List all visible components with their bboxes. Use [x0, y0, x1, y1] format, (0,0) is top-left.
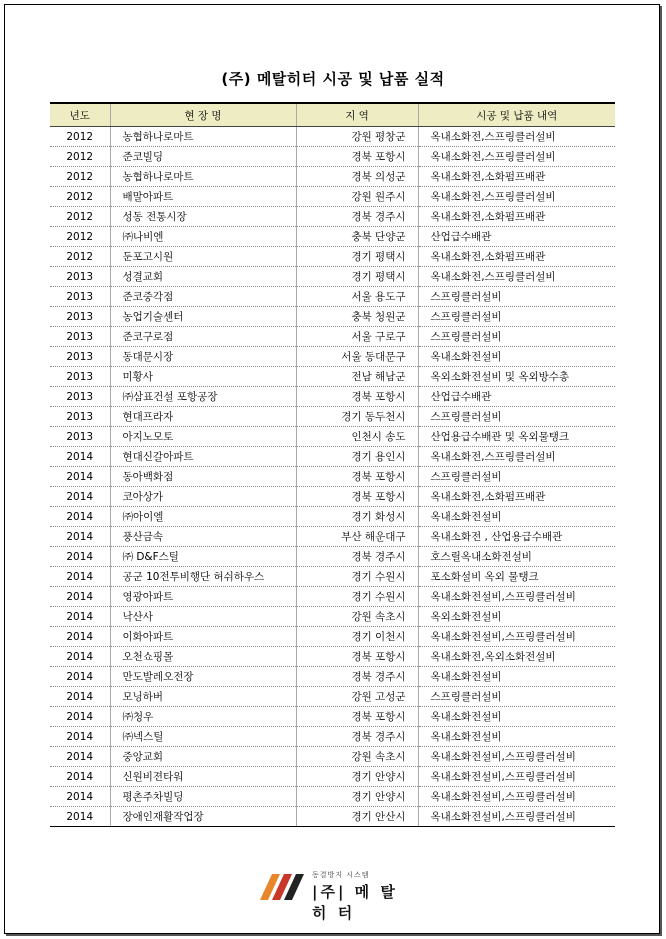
cell-site-name: 코아상가 — [110, 487, 296, 507]
table-row — [50, 327, 615, 347]
cell-year: 2013 — [50, 307, 110, 327]
cell-region: 경북 포항시 — [296, 467, 418, 487]
table-row — [50, 507, 615, 527]
table-row — [50, 147, 615, 167]
cell-detail: 옥내소화전설비 — [418, 667, 615, 687]
cell-site-name: ㈜청우 — [110, 707, 296, 727]
cell-detail: 옥내소화전,소화펌프배관 — [418, 487, 615, 507]
cell-region: 경기 평택시 — [296, 267, 418, 287]
cell-region: 서울 동대문구 — [296, 347, 418, 367]
cell-detail: 스프링클러설비 — [418, 327, 615, 347]
cell-year: 2014 — [50, 467, 110, 487]
cell-region: 경북 경주시 — [296, 547, 418, 567]
cell-year: 2014 — [50, 787, 110, 807]
cell-year: 2012 — [50, 127, 110, 147]
cell-detail: 스프링클러설비 — [418, 287, 615, 307]
cell-region: 경기 평택시 — [296, 247, 418, 267]
cell-detail: 옥외소화전설비 및 옥외방수총 — [418, 367, 615, 387]
cell-region: 경북 의성군 — [296, 167, 418, 187]
cell-detail: 옥내소화전,스프링클러설비 — [418, 127, 615, 147]
cell-region: 전남 해남군 — [296, 367, 418, 387]
cell-site-name: 오천쇼핑몰 — [110, 647, 296, 667]
cell-region: 경북 포항시 — [296, 707, 418, 727]
cell-year: 2014 — [50, 567, 110, 587]
table-row — [50, 207, 615, 227]
cell-region: 경기 이천시 — [296, 627, 418, 647]
cell-region: 경기 안양시 — [296, 767, 418, 787]
cell-detail: 옥내소화전 , 산업용급수배관 — [418, 527, 615, 547]
cell-detail: 옥내소화전,스프링클러설비 — [418, 147, 615, 167]
table-row — [50, 467, 615, 487]
cell-site-name: ㈜아이엘 — [110, 507, 296, 527]
document-title: (주) 메탈히터 시공 및 납품 실적 — [221, 70, 445, 88]
table-row — [50, 667, 615, 687]
cell-site-name: 농업기술센터 — [110, 307, 296, 327]
cell-site-name: 현대신갈아파트 — [110, 447, 296, 467]
table-header-row — [50, 103, 615, 127]
cell-region: 경북 경주시 — [296, 667, 418, 687]
cell-detail: 스프링클러설비 — [418, 467, 615, 487]
table-row — [50, 187, 615, 207]
table-row — [50, 547, 615, 567]
cell-detail: 옥외소화전설비 — [418, 607, 615, 627]
table-row — [50, 747, 615, 767]
cell-detail: 옥내소화전,스프링클러설비 — [418, 267, 615, 287]
cell-region: 강원 원주시 — [296, 187, 418, 207]
cell-site-name: ㈜넥스틸 — [110, 727, 296, 747]
cell-detail: 포소화설비 옥외 물탱크 — [418, 567, 615, 587]
table-row — [50, 127, 615, 147]
cell-detail: 호스릴옥내소화전설비 — [418, 547, 615, 567]
cell-year: 2012 — [50, 227, 110, 247]
cell-site-name: 공군 10전투비행단 허쉬하우스 — [110, 567, 296, 587]
cell-site-name: 풍산금속 — [110, 527, 296, 547]
cell-year: 2013 — [50, 287, 110, 307]
table-row — [50, 307, 615, 327]
cell-region: 충북 단양군 — [296, 227, 418, 247]
cell-region: 서울 구로구 — [296, 327, 418, 347]
cell-site-name: ㈜삼표건설 포항공장 — [110, 387, 296, 407]
cell-detail: 산업급수배관 — [418, 227, 615, 247]
cell-year: 2014 — [50, 687, 110, 707]
cell-region: 경기 안양시 — [296, 787, 418, 807]
header-detail: 시공 및 납품 내역 — [418, 103, 615, 127]
cell-region: 강원 고성군 — [296, 687, 418, 707]
cell-site-name: 동대문시장 — [110, 347, 296, 367]
table-row — [50, 287, 615, 307]
cell-region: 강원 평창군 — [296, 127, 418, 147]
cell-site-name: 농협하나로마트 — [110, 167, 296, 187]
table-row — [50, 727, 615, 747]
table-row — [50, 787, 615, 807]
cell-detail: 스프링클러설비 — [418, 687, 615, 707]
cell-year: 2013 — [50, 387, 110, 407]
cell-detail: 옥내소화전설비 — [418, 507, 615, 527]
cell-region: 강원 속초시 — [296, 607, 418, 627]
cell-region: 경기 수원시 — [296, 567, 418, 587]
cell-year: 2014 — [50, 667, 110, 687]
table-row — [50, 247, 615, 267]
cell-detail: 옥내소화전설비 — [418, 727, 615, 747]
cell-site-name: 낙산사 — [110, 607, 296, 627]
cell-site-name: 둔포고시원 — [110, 247, 296, 267]
cell-region: 강원 속초시 — [296, 747, 418, 767]
cell-region: 경기 화성시 — [296, 507, 418, 527]
cell-year: 2013 — [50, 367, 110, 387]
header-year: 년도 — [50, 103, 110, 127]
cell-detail: 옥내소화전설비,스프링클러설비 — [418, 747, 615, 767]
logo-tagline: 동결방지 시스템 — [312, 871, 370, 879]
cell-region: 부산 해운대구 — [296, 527, 418, 547]
cell-site-name: 준코빌딩 — [110, 147, 296, 167]
cell-site-name: 성결교회 — [110, 267, 296, 287]
cell-year: 2012 — [50, 247, 110, 267]
cell-region: 충북 청원군 — [296, 307, 418, 327]
cell-site-name: 동아백화점 — [110, 467, 296, 487]
table-row — [50, 347, 615, 367]
cell-site-name: 평촌주차빌딩 — [110, 787, 296, 807]
table-row — [50, 367, 615, 387]
logo-mark-icon — [260, 874, 306, 900]
cell-year: 2014 — [50, 607, 110, 627]
table-row — [50, 167, 615, 187]
cell-site-name: 신원비젼타워 — [110, 767, 296, 787]
cell-site-name: 만도발레오전장 — [110, 667, 296, 687]
cell-detail: 옥내소화전설비 — [418, 707, 615, 727]
cell-site-name: 중앙교회 — [110, 747, 296, 767]
company-logo — [260, 868, 420, 922]
cell-site-name: 장애인재활작업장 — [110, 807, 296, 827]
logo-company-name: |주| 메 탈 히 터 — [312, 883, 398, 922]
cell-region: 경북 포항시 — [296, 147, 418, 167]
cell-detail: 옥내소화전,옥외소화전설비 — [418, 647, 615, 667]
cell-year: 2013 — [50, 267, 110, 287]
cell-detail: 스프링클러설비 — [418, 307, 615, 327]
cell-site-name: 미황사 — [110, 367, 296, 387]
cell-detail: 옥내소화전설비,스프링클러설비 — [418, 787, 615, 807]
records-table — [50, 102, 615, 827]
cell-site-name: 준코중각점 — [110, 287, 296, 307]
cell-year: 2014 — [50, 647, 110, 667]
cell-site-name: 모닝하버 — [110, 687, 296, 707]
cell-detail: 옥내소화전,소화펌프배관 — [418, 207, 615, 227]
cell-year: 2012 — [50, 147, 110, 167]
cell-year: 2013 — [50, 407, 110, 427]
cell-year: 2013 — [50, 427, 110, 447]
cell-site-name: ㈜나비엔 — [110, 227, 296, 247]
cell-year: 2014 — [50, 767, 110, 787]
cell-detail: 산업급수배관 — [418, 387, 615, 407]
cell-site-name: 준코구로점 — [110, 327, 296, 347]
cell-detail: 산업용급수배관 및 옥외물탱크 — [418, 427, 615, 447]
cell-region: 경기 수원시 — [296, 587, 418, 607]
cell-year: 2014 — [50, 747, 110, 767]
cell-site-name: ㈜ D&F스틸 — [110, 547, 296, 567]
cell-detail: 옥내소화전설비,스프링클러설비 — [418, 767, 615, 787]
table-row — [50, 647, 615, 667]
table-row — [50, 567, 615, 587]
cell-year: 2014 — [50, 807, 110, 827]
cell-detail: 옥내소화전설비,스프링클러설비 — [418, 627, 615, 647]
cell-site-name: 영광아파트 — [110, 587, 296, 607]
table-row — [50, 627, 615, 647]
cell-region: 서울 용도구 — [296, 287, 418, 307]
table-row — [50, 487, 615, 507]
cell-site-name: 배말아파트 — [110, 187, 296, 207]
table-row — [50, 427, 615, 447]
cell-region: 경기 안산시 — [296, 807, 418, 827]
cell-site-name: 현대프라자 — [110, 407, 296, 427]
cell-year: 2012 — [50, 207, 110, 227]
cell-year: 2014 — [50, 727, 110, 747]
cell-region: 경기 동두천시 — [296, 407, 418, 427]
cell-year: 2014 — [50, 527, 110, 547]
table-row — [50, 687, 615, 707]
cell-site-name: 성동 전통시장 — [110, 207, 296, 227]
cell-year: 2012 — [50, 167, 110, 187]
table-row — [50, 227, 615, 247]
cell-region: 경북 경주시 — [296, 727, 418, 747]
cell-detail: 옥내소화전,소화펌프배관 — [418, 247, 615, 267]
table-row — [50, 707, 615, 727]
cell-year: 2014 — [50, 487, 110, 507]
table-row — [50, 447, 615, 467]
cell-year: 2014 — [50, 627, 110, 647]
cell-detail: 옥내소화전,스프링클러설비 — [418, 447, 615, 467]
cell-year: 2014 — [50, 587, 110, 607]
cell-site-name: 아지노모토 — [110, 427, 296, 447]
cell-region: 경북 포항시 — [296, 387, 418, 407]
cell-site-name: 농협하나로마트 — [110, 127, 296, 147]
cell-detail: 옥내소화전,스프링클러설비 — [418, 187, 615, 207]
table-body — [50, 127, 615, 827]
cell-site-name: 이화아파트 — [110, 627, 296, 647]
cell-detail: 스프링클러설비 — [418, 407, 615, 427]
table-row — [50, 527, 615, 547]
cell-detail: 옥내소화전설비,스프링클러설비 — [418, 807, 615, 827]
table-row — [50, 587, 615, 607]
cell-year: 2013 — [50, 347, 110, 367]
table-row — [50, 407, 615, 427]
header-region: 지 역 — [296, 103, 418, 127]
cell-region: 경북 포항시 — [296, 487, 418, 507]
cell-year: 2013 — [50, 327, 110, 347]
cell-region: 경북 경주시 — [296, 207, 418, 227]
cell-detail: 옥내소화전설비,스프링클러설비 — [418, 587, 615, 607]
cell-region: 경기 용인시 — [296, 447, 418, 467]
cell-year: 2014 — [50, 707, 110, 727]
table-row — [50, 267, 615, 287]
table-row — [50, 767, 615, 787]
cell-year: 2014 — [50, 507, 110, 527]
table-row — [50, 607, 615, 627]
table-row — [50, 807, 615, 827]
cell-region: 경북 포항시 — [296, 647, 418, 667]
cell-detail: 옥내소화전설비 — [418, 347, 615, 367]
header-site: 현 장 명 — [110, 103, 296, 127]
cell-detail: 옥내소화전,소화펌프배관 — [418, 167, 615, 187]
cell-year: 2014 — [50, 547, 110, 567]
cell-year: 2014 — [50, 447, 110, 467]
cell-region: 인천시 송도 — [296, 427, 418, 447]
table-row — [50, 387, 615, 407]
cell-year: 2012 — [50, 187, 110, 207]
